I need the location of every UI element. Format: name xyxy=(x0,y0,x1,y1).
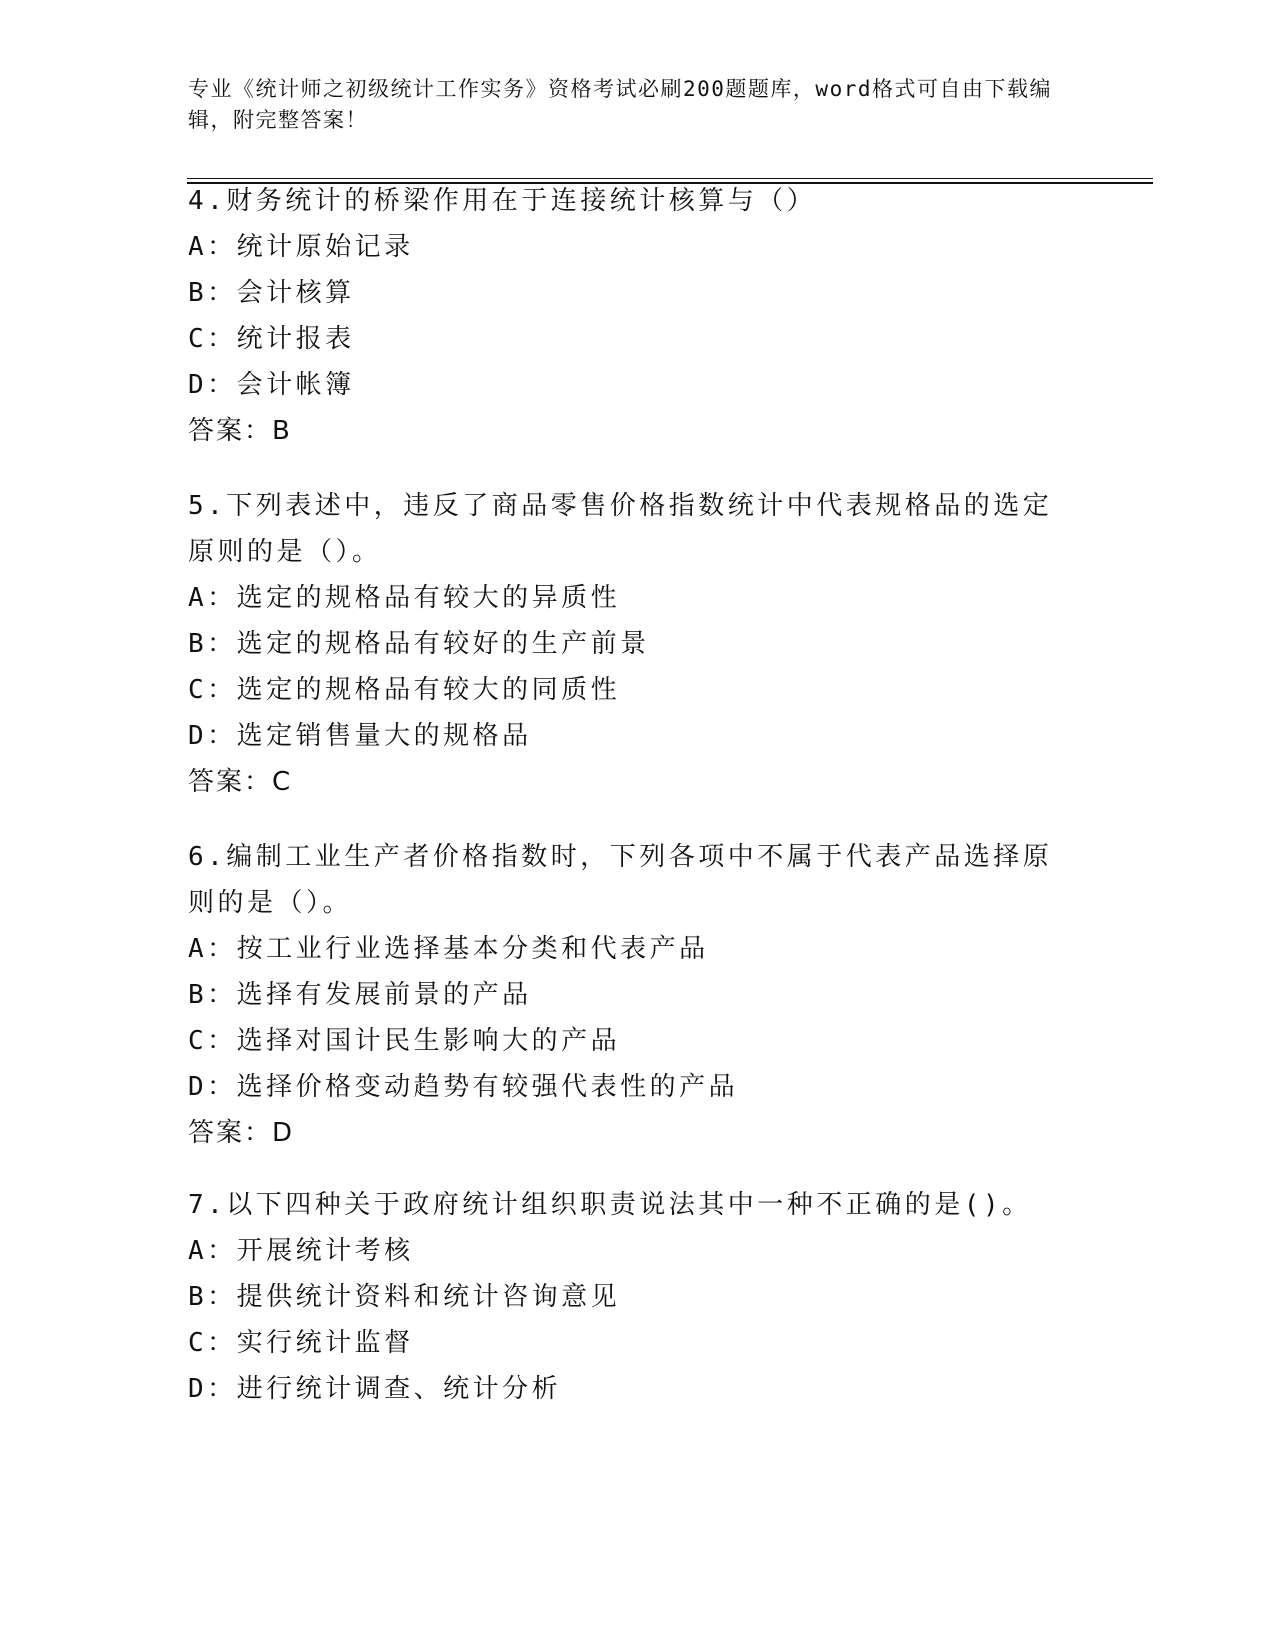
option-d: D：选择价格变动趋势有较强代表性的产品 xyxy=(188,1072,739,1102)
option-a: A：选定的规格品有较大的异质性 xyxy=(188,583,621,613)
option-a: A：按工业行业选择基本分类和代表产品 xyxy=(188,934,709,964)
option-b: B：选择有发展前景的产品 xyxy=(188,980,532,1010)
question-5 xyxy=(188,483,1068,805)
option-d: D：进行统计调查、统计分析 xyxy=(188,1374,562,1404)
question-stem: 5.下列表述中，违反了商品零售价格指数统计中代表规格品的选定原则的是（）。 xyxy=(188,491,1053,567)
question-6 xyxy=(188,834,1068,1156)
answer-line: 答案：D xyxy=(188,1118,295,1148)
question-stem: 4.财务统计的桥梁作用在于连接统计核算与（） xyxy=(188,186,817,216)
question-7 xyxy=(188,1182,1068,1412)
question-4 xyxy=(188,178,1068,454)
question-stem: 7.以下四种关于政府统计组织职责说法其中一种不正确的是()。 xyxy=(188,1190,1032,1220)
option-d: D：选定销售量大的规格品 xyxy=(188,721,532,751)
question-stem: 6.编制工业生产者价格指数时，下列各项中不属于代表产品选择原则的是（）。 xyxy=(188,842,1053,918)
option-c: C：统计报表 xyxy=(188,324,355,354)
option-c: C：选择对国计民生影响大的产品 xyxy=(188,1026,621,1056)
option-c: C：实行统计监督 xyxy=(188,1328,414,1358)
option-a: A：统计原始记录 xyxy=(188,232,414,262)
option-b: B：会计核算 xyxy=(188,278,355,308)
option-a: A：开展统计考核 xyxy=(188,1236,414,1266)
document-header: 专业《统计师之初级统计工作实务》资格考试必刷200题题库，word格式可自由下载编辑，附完整答案！ xyxy=(188,77,1052,132)
answer-line: 答案：B xyxy=(188,416,292,446)
option-b: B：选定的规格品有较好的生产前景 xyxy=(188,629,650,659)
option-b: B：提供统计资料和统计咨询意见 xyxy=(188,1282,621,1312)
answer-line: 答案：C xyxy=(188,767,293,797)
option-c: C：选定的规格品有较大的同质性 xyxy=(188,675,621,705)
option-d: D：会计帐簿 xyxy=(188,370,355,400)
